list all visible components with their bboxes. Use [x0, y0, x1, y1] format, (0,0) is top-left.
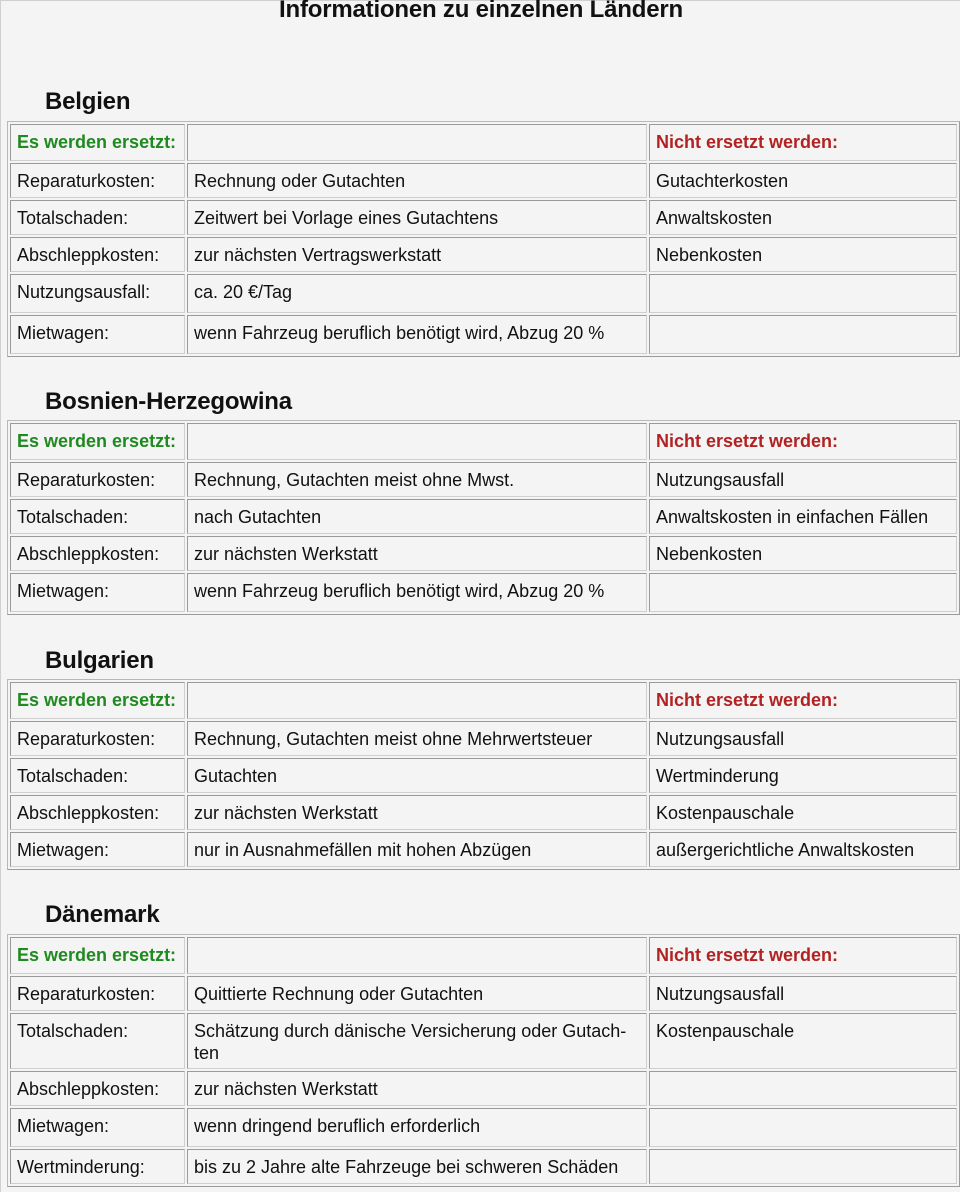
row-label: Abschleppkosten:	[10, 237, 185, 272]
country-table-bosnien-herzegowina	[7, 420, 960, 615]
table-header-row	[10, 423, 957, 460]
replaced-value: Quittierte Rechnung oder Gutachten	[187, 976, 647, 1011]
not-replaced-value: Anwaltskosten	[649, 200, 957, 235]
table-row	[10, 1149, 957, 1184]
not-replaced-value: Anwaltskosten in einfachen Fällen	[649, 499, 957, 534]
replaced-header: Es werden ersetzt:	[10, 682, 185, 719]
country-table-daenemark	[7, 934, 960, 1187]
not-replaced-value: Nutzungsausfall	[649, 462, 957, 497]
replaced-value: Rechnung, Gutachten meist ohne Mehrwertsteuer	[187, 721, 647, 756]
replaced-value: nach Gutachten	[187, 499, 647, 534]
not-replaced-value: Nutzungsausfall	[649, 721, 957, 756]
table-row	[10, 832, 957, 867]
row-label: Reparaturkosten:	[10, 163, 185, 198]
table-row	[10, 721, 957, 756]
country-table-belgien	[7, 121, 960, 357]
table-row	[10, 795, 957, 830]
not-replaced-value: Nutzungsausfall	[649, 976, 957, 1011]
row-label: Mietwagen:	[10, 832, 185, 867]
not-replaced-value	[649, 1071, 957, 1106]
table-header-row	[10, 937, 957, 974]
row-label: Reparaturkosten:	[10, 462, 185, 497]
not-replaced-value: Nebenkosten	[649, 536, 957, 571]
not-replaced-value	[649, 274, 957, 313]
table-row	[10, 573, 957, 612]
table-row	[10, 237, 957, 272]
not-replaced-value: außergerichtliche Anwaltskosten	[649, 832, 957, 867]
not-replaced-value	[649, 315, 957, 354]
not-replaced-value	[649, 573, 957, 612]
replaced-value: nur in Ausnahmefällen mit hohen Abzügen	[187, 832, 647, 867]
row-label: Totalschaden:	[10, 758, 185, 793]
replaced-value: Gutachten	[187, 758, 647, 793]
not-replaced-value: Kostenpauschale	[649, 1013, 957, 1069]
replaced-header: Es werden ersetzt:	[10, 124, 185, 161]
country-heading-daenemark: Dänemark	[45, 901, 160, 928]
country-heading-belgien: Belgien	[45, 88, 131, 115]
page-title: Informationen zu einzelnen Ländern	[279, 0, 683, 23]
country-heading-bulgarien: Bulgarien	[45, 647, 154, 674]
table-row	[10, 462, 957, 497]
table-row	[10, 315, 957, 354]
row-label: Reparaturkosten:	[10, 976, 185, 1011]
row-label: Abschleppkosten:	[10, 795, 185, 830]
replaced-value: zur nächsten Werkstatt	[187, 536, 647, 571]
replaced-value: zur nächsten Werkstatt	[187, 795, 647, 830]
table-header-row	[10, 124, 957, 161]
country-heading-bosnien-herzegowina: Bosnien-Herzegowina	[45, 388, 292, 415]
table-row	[10, 499, 957, 534]
replaced-value: wenn Fahrzeug beruflich benötigt wird, Abzug 20 %	[187, 315, 647, 354]
table-row	[10, 1013, 957, 1069]
table-row	[10, 536, 957, 571]
not-replaced-header: Nicht ersetzt werden:	[649, 937, 957, 974]
not-replaced-value: Wertminderung	[649, 758, 957, 793]
replaced-value: wenn Fahrzeug beruflich benötigt wird, Abzug 20 %	[187, 573, 647, 612]
row-label: Totalschaden:	[10, 499, 185, 534]
row-label: Wertminderung:	[10, 1149, 185, 1184]
not-replaced-value	[649, 1108, 957, 1147]
table-row	[10, 163, 957, 198]
table-row	[10, 1108, 957, 1147]
row-label: Reparaturkosten:	[10, 721, 185, 756]
replaced-value: zur nächsten Werkstatt	[187, 1071, 647, 1106]
not-replaced-header: Nicht ersetzt werden:	[649, 423, 957, 460]
empty-cell	[187, 423, 647, 460]
replaced-header: Es werden ersetzt:	[10, 937, 185, 974]
replaced-header: Es werden ersetzt:	[10, 423, 185, 460]
not-replaced-header: Nicht ersetzt werden:	[649, 124, 957, 161]
empty-cell	[187, 682, 647, 719]
table-row	[10, 976, 957, 1011]
row-label: Mietwagen:	[10, 1108, 185, 1147]
row-label: Totalschaden:	[10, 200, 185, 235]
empty-cell	[187, 937, 647, 974]
replaced-value: Rechnung, Gutachten meist ohne Mwst.	[187, 462, 647, 497]
replaced-value: zur nächsten Vertragswerkstatt	[187, 237, 647, 272]
replaced-value: Zeitwert bei Vorlage eines Gutachtens	[187, 200, 647, 235]
empty-cell	[187, 124, 647, 161]
row-label: Totalschaden:	[10, 1013, 185, 1069]
row-label: Mietwagen:	[10, 573, 185, 612]
replaced-value: ca. 20 €/Tag	[187, 274, 647, 313]
replaced-value: bis zu 2 Jahre alte Fahrzeuge bei schweren Schäden	[187, 1149, 647, 1184]
table-row	[10, 758, 957, 793]
not-replaced-value: Nebenkosten	[649, 237, 957, 272]
not-replaced-value: Gutachterkosten	[649, 163, 957, 198]
row-label: Nutzungsausfall:	[10, 274, 185, 313]
row-label: Abschleppkosten:	[10, 1071, 185, 1106]
not-replaced-value: Kostenpauschale	[649, 795, 957, 830]
table-header-row	[10, 682, 957, 719]
replaced-value: wenn dringend beruflich erforderlich	[187, 1108, 647, 1147]
not-replaced-value	[649, 1149, 957, 1184]
replaced-value: Rechnung oder Gutachten	[187, 163, 647, 198]
row-label: Mietwagen:	[10, 315, 185, 354]
table-row	[10, 274, 957, 313]
replaced-value: Schätzung durch dänische Versicherung oder Gutach-ten	[187, 1013, 647, 1069]
row-label: Abschleppkosten:	[10, 536, 185, 571]
not-replaced-header: Nicht ersetzt werden:	[649, 682, 957, 719]
table-row	[10, 200, 957, 235]
table-row	[10, 1071, 957, 1106]
country-table-bulgarien	[7, 679, 960, 870]
